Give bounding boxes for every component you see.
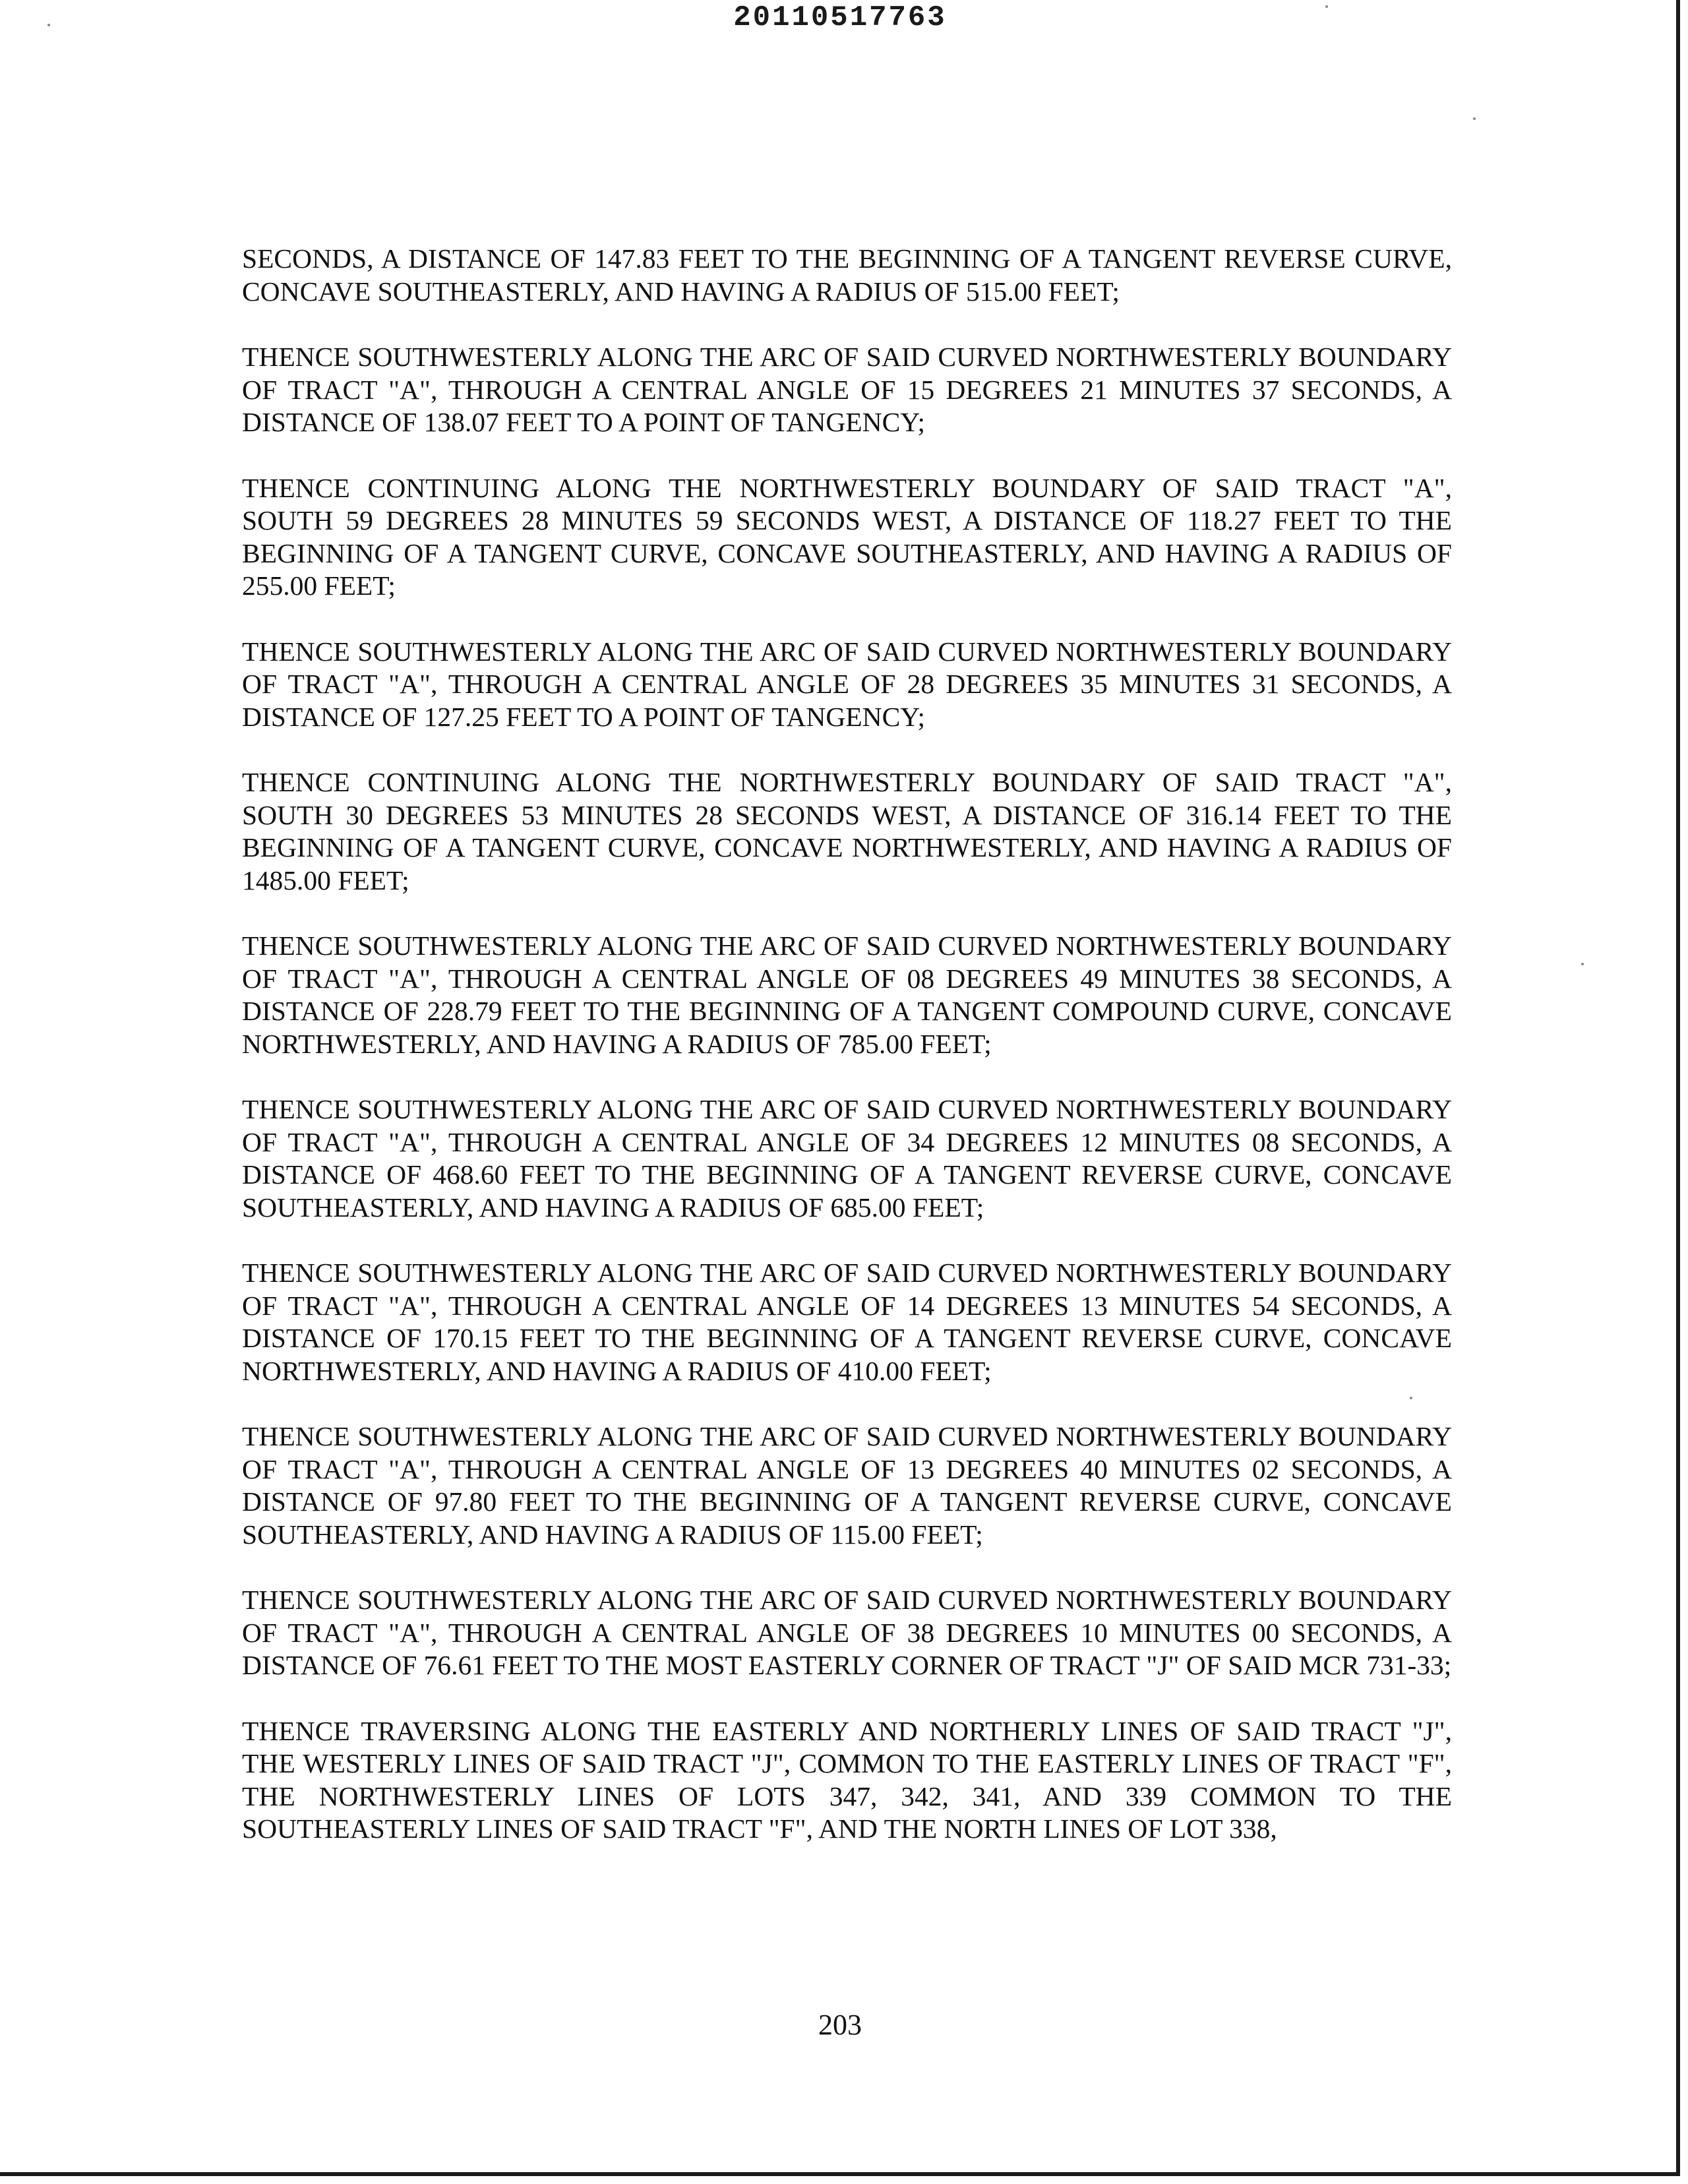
paragraph: THENCE SOUTHWESTERLY ALONG THE ARC OF SAID CURVED NORTHWESTERLY BOUNDARY OF TRACT "A", THROUGH A CENTRAL ANGLE OF 14 DEGREES 13 MINUTES 54 SECONDS, A DISTANCE OF 170.15 FEET TO THE BEGINNING OF A TANGENT REVERSE CURVE, CONCAVE NORTHWESTERLY, AND HAVING A RADIUS OF 410.00 FEET; xyxy=(242,1258,1452,1386)
scan-speck xyxy=(1581,963,1584,965)
scan-speck xyxy=(47,24,50,26)
paragraph: THENCE CONTINUING ALONG THE NORTHWESTERLY BOUNDARY OF SAID TRACT "A", SOUTH 59 DEGREES 28 MINUTES 59 SECONDS WEST, A DISTANCE OF 118.27 FEET TO THE BEGINNING OF A TANGENT CURVE, CONCAVE SOUTHEASTERLY, AND HAVING A RADIUS OF 255.00 FEET; xyxy=(242,472,1452,601)
paragraph: THENCE SOUTHWESTERLY ALONG THE ARC OF SAID CURVED NORTHWESTERLY BOUNDARY OF TRACT "A", THROUGH A CENTRAL ANGLE OF 34 DEGREES 12 MINUTES 08 SECONDS, A DISTANCE OF 468.60 FEET TO THE BEGINNING OF A TANGENT REVERSE CURVE, CONCAVE SOUTHEASTERLY, AND HAVING A RADIUS OF 685.00 FEET; xyxy=(242,1094,1452,1223)
paragraph: THENCE SOUTHWESTERLY ALONG THE ARC OF SAID CURVED NORTHWESTERLY BOUNDARY OF TRACT "A", THROUGH A CENTRAL ANGLE OF 08 DEGREES 49 MINUTES 38 SECONDS, A DISTANCE OF 228.79 FEET TO THE BEGINNING OF A TANGENT COMPOUND CURVE, CONCAVE NORTHWESTERLY, AND HAVING A RADIUS OF 785.00 FEET; xyxy=(242,930,1452,1059)
paragraph: THENCE SOUTHWESTERLY ALONG THE ARC OF SAID CURVED NORTHWESTERLY BOUNDARY OF TRACT "A", THROUGH A CENTRAL ANGLE OF 28 DEGREES 35 MINUTES 31 SECONDS, A DISTANCE OF 127.25 FEET TO A POINT OF TANGENCY; xyxy=(242,636,1452,732)
paragraph: THENCE SOUTHWESTERLY ALONG THE ARC OF SAID CURVED NORTHWESTERLY BOUNDARY OF TRACT "A", THROUGH A CENTRAL ANGLE OF 13 DEGREES 40 MINUTES 02 SECONDS, A DISTANCE OF 97.80 FEET TO THE BEGINNING OF A TANGENT REVERSE CURVE, CONCAVE SOUTHEASTERLY, AND HAVING A RADIUS OF 115.00 FEET; xyxy=(242,1421,1452,1550)
paragraph: THENCE SOUTHWESTERLY ALONG THE ARC OF SAID CURVED NORTHWESTERLY BOUNDARY OF TRACT "A", THROUGH A CENTRAL ANGLE OF 38 DEGREES 10 MINUTES 00 SECONDS, A DISTANCE OF 76.61 FEET TO THE MOST EASTERLY CORNER OF TRACT "J" OF SAID MCR 731-33; xyxy=(242,1585,1452,1680)
page-number: 203 xyxy=(818,2009,862,2041)
paragraph: SECONDS, A DISTANCE OF 147.83 FEET TO THE BEGINNING OF A TANGENT REVERSE CURVE, CONCAVE SOUTHEASTERLY, AND HAVING A RADIUS OF 515.00 FEET; xyxy=(242,243,1452,307)
scan-speck xyxy=(1410,1397,1412,1399)
scan-speck xyxy=(1325,5,1328,8)
paragraph: THENCE CONTINUING ALONG THE NORTHWESTERLY BOUNDARY OF SAID TRACT "A", SOUTH 30 DEGREES 53 MINUTES 28 SECONDS WEST, A DISTANCE OF 316.14 FEET TO THE BEGINNING OF A TANGENT CURVE, CONCAVE NORTHWESTERLY, AND HAVING A RADIUS OF 1485.00 FEET; xyxy=(242,767,1452,895)
scan-speck xyxy=(1473,117,1476,120)
paragraph: THENCE TRAVERSING ALONG THE EASTERLY AND NORTHERLY LINES OF SAID TRACT "J", THE WESTERLY LINES OF SAID TRACT "J", COMMON TO THE EASTERLY LINES OF TRACT "F", THE NORTHWESTERLY LINES OF LOTS 347, 342, 341, AND 339 COMMON TO THE SOUTHEASTERLY LINES OF SAID TRACT "F", AND THE NORTH LINES OF LOT 338, xyxy=(242,1715,1452,1844)
document-number: 20110517763 xyxy=(733,1,947,34)
paragraph: THENCE SOUTHWESTERLY ALONG THE ARC OF SAID CURVED NORTHWESTERLY BOUNDARY OF TRACT "A", THROUGH A CENTRAL ANGLE OF 15 DEGREES 21 MINUTES 37 SECONDS, A DISTANCE OF 138.07 FEET TO A POINT OF TANGENCY; xyxy=(242,342,1452,437)
legal-description-body xyxy=(242,243,1452,1879)
